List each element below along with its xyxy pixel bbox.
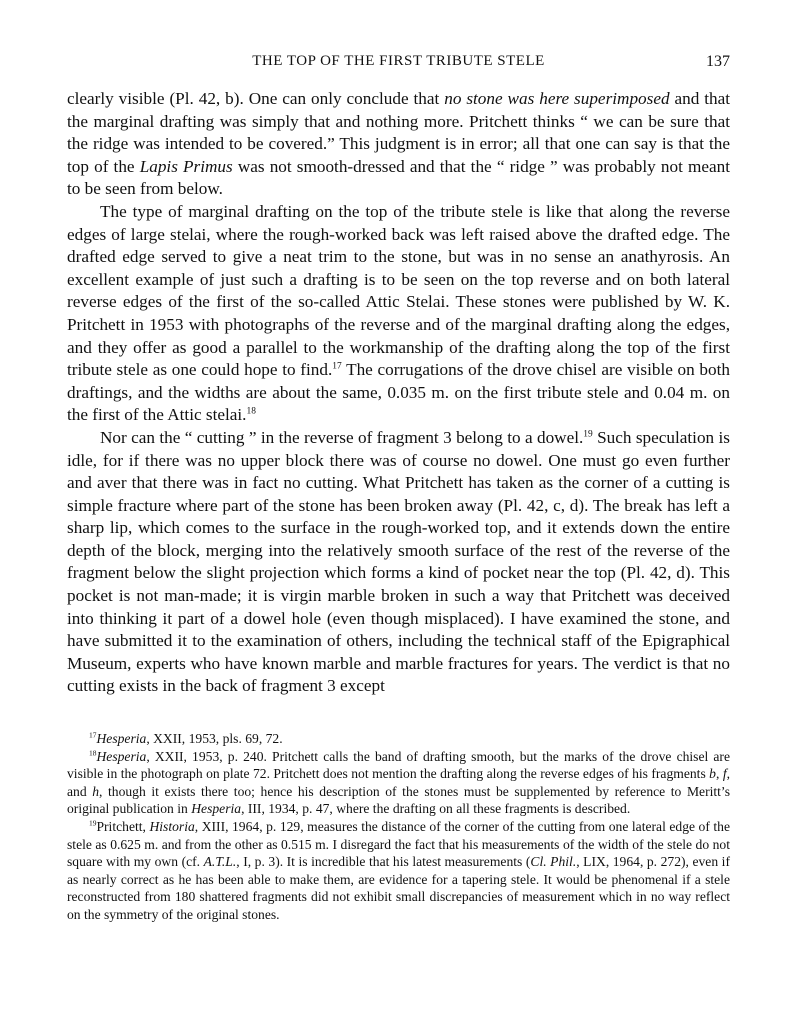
text-span: was not smooth-dressed and that the “ ridge ” was probably not meant to be seen from below.	[67, 156, 730, 199]
fragment-letter: b	[709, 766, 716, 782]
text-span: Pritchett,	[96, 818, 150, 834]
footnote-17	[67, 730, 730, 748]
fragment-letter: f	[722, 766, 727, 782]
footnote-ref-19[interactable]: 19	[583, 429, 593, 440]
text-span: ,	[715, 766, 723, 782]
footnote-19	[67, 818, 730, 924]
title-lapis-primus: Lapis Primus	[139, 156, 233, 176]
text-span: , XXII, 1953, p. 240. Pritchett calls the band of drafting smooth, but the marks of the drove chisel are visible in the photograph on plate 72. Pritchett does not mention the drafting along the reverse edges of his fragments	[67, 748, 730, 782]
journal-title: Hesperia	[96, 731, 147, 746]
text-span: The type of marginal drafting on the top of the tribute stele is like that along the reverse edges of large stelai, where the rough-worked back was left raised above the drafted edge. The drafted edge served to give a neat trim to the stone, but was in no sense an anathyrosis. An excellent example of just such a drafting is to be seen on the top reverse and on both lateral reverse edges of the first of the so-called Attic Stelai. These stones were published by W. K. Pritchett in 1953 with photographs of the reverse and of the marginal drafting along the edges, and they offer as good a parallel to the workmanship of the drafting along the top of the first tribute stele as one could hope to find.	[67, 201, 730, 380]
text-span: The corrugations of the drove chisel are visible on both draftings, and the widths are about the same, 0.035 m. on the first tribute stele and 0.04 m. on the first of the Attic stelai.	[67, 360, 730, 425]
journal-title: Cl. Phil.	[530, 854, 577, 870]
paragraph-1	[67, 88, 730, 201]
running-title: THE TOP OF THE FIRST TRIBUTE STELE	[252, 53, 545, 69]
body-text	[67, 88, 730, 698]
text-span: Such speculation is idle, for if there was no upper block there was of course no dowel. One must go even further and aver that there was in fact no cutting. What Pritchett has taken as the corner of a cutting is simple fracture where part of the stone has been broken away (Pl. 42, c, d). The break has left a sharp lip, which comes to the surface in the rough-worked top, and it extends down the entire depth of the block, merging into the relatively smooth surface of the rest of the reverse of the fragment below the slight projection which forms a kind of pocket near the top (Pl. 42, d). This pocket is not man-made; it is virgin marble broken in such a way that Pritchett was deceived into thinking it part of a dowel hole (even though misplaced). I have examined the stone, and have submitted it to the examination of others, including the technical staff of the Epigraphical Museum, experts who have known marble and marble fractures for years. The verdict is that no cutting exists in the back of fragment 3 except	[67, 427, 730, 696]
footnotes	[67, 730, 730, 924]
journal-title: Hesperia	[191, 801, 242, 817]
page-header	[67, 53, 730, 75]
text-span: and that the marginal drafting was simply that and nothing more. Pritchett thinks “ we can be sure that the ridge was intended to be covered.” This judgment is in error; all that one can say is that the top of the	[67, 89, 730, 176]
footnote-ref-18[interactable]: 18	[246, 406, 256, 417]
paragraph-2	[67, 201, 730, 427]
text-span: , XIII, 1964, p. 129, measures the distance of the corner of the cutting from one lateral edge of the stele as 0.625 m. and from the other as 0.515 m. I disregard the fact that his measurements of the width of the stele do not square with my own (cf.	[67, 818, 730, 870]
footnote-number: 18	[89, 748, 97, 758]
text-span: Nor can the “ cutting ” in the reverse of fragment 3 belong to a dowel.	[100, 427, 584, 447]
text-span: , XXII, 1953, pls. 69, 72.	[146, 731, 283, 746]
paragraph-3	[67, 427, 730, 698]
text-span: , though it exists there too; hence his description of the stones must be supplemented by reference to Meritt’s original publication in	[67, 783, 730, 817]
footnote-number: 19	[89, 818, 97, 828]
text-span: , LIX, 1964, p. 272), even if as nearly correct as he has been able to make them, are evidence for a tapering stele. It would be phenomenal if a stele reconstructed from 180 shattered fragments did not exhibit small discrepancies of measurement which in no way reflect on the symmetry of the original stones.	[67, 854, 730, 922]
fragment-letter: h	[92, 783, 100, 799]
footnote-18	[67, 748, 730, 818]
page-number: 137	[706, 53, 730, 70]
text-span: , and	[67, 766, 730, 799]
text-span: , I, p. 3). It is incredible that his latest measurements (	[236, 854, 531, 870]
journal-title: Hesperia	[96, 748, 147, 764]
journal-title: Historia	[149, 818, 195, 834]
footnote-ref-17[interactable]: 17	[332, 361, 342, 372]
text-span: clearly visible (Pl. 42, b). One can only conclude that	[67, 89, 445, 108]
footnote-number: 17	[89, 730, 97, 740]
text-span: , III, 1934, p. 47, where the drafting on all these fragments is described.	[241, 801, 631, 817]
emphasis-text: no stone was here superimposed	[444, 89, 670, 108]
abbreviation: A.T.L.	[203, 854, 237, 870]
